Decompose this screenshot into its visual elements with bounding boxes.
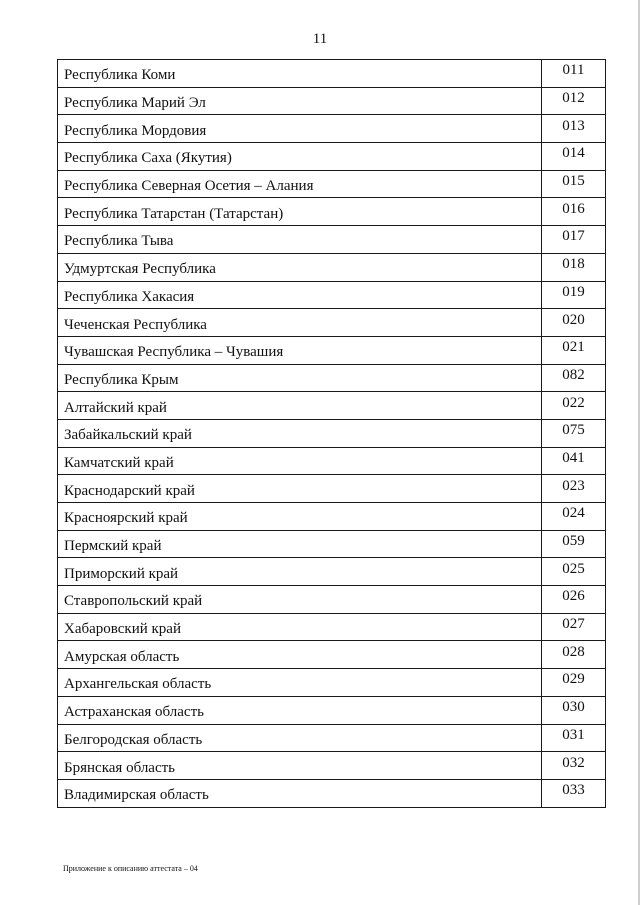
table-row	[58, 475, 606, 503]
region-name-cell: Астраханская область	[58, 696, 542, 724]
region-name-cell: Забайкальский край	[58, 419, 542, 447]
table-row	[58, 558, 606, 586]
table-row	[58, 419, 606, 447]
table-row	[58, 364, 606, 392]
table-row	[58, 309, 606, 337]
region-code-cell: 031	[542, 724, 606, 752]
region-name-cell: Хабаровский край	[58, 613, 542, 641]
region-name-cell: Республика Татарстан (Татарстан)	[58, 198, 542, 226]
region-name-cell: Брянская область	[58, 752, 542, 780]
region-code-cell: 023	[542, 475, 606, 503]
table-row	[58, 696, 606, 724]
region-name-cell: Республика Тыва	[58, 226, 542, 254]
region-name-cell: Республика Марий Эл	[58, 87, 542, 115]
table-row	[58, 336, 606, 364]
region-code-cell: 015	[542, 170, 606, 198]
region-code-cell: 012	[542, 87, 606, 115]
region-name-cell: Архангельская область	[58, 669, 542, 697]
region-code-cell: 027	[542, 613, 606, 641]
region-code-cell: 020	[542, 309, 606, 337]
region-name-cell: Краснодарский край	[58, 475, 542, 503]
table-row	[58, 281, 606, 309]
table-row	[58, 253, 606, 281]
table-row	[58, 752, 606, 780]
region-name-cell: Красноярский край	[58, 503, 542, 531]
region-code-cell: 013	[542, 115, 606, 143]
table-row	[58, 641, 606, 669]
page-number: 11	[312, 31, 328, 47]
region-name-cell: Республика Крым	[58, 364, 542, 392]
table-body	[58, 60, 606, 808]
region-name-cell: Республика Коми	[58, 60, 542, 88]
region-code-cell: 033	[542, 779, 606, 807]
region-code-cell: 030	[542, 696, 606, 724]
region-code-table	[57, 59, 606, 808]
table-row	[58, 115, 606, 143]
region-name-cell: Пермский край	[58, 530, 542, 558]
region-name-cell: Приморский край	[58, 558, 542, 586]
table-row	[58, 198, 606, 226]
table-row	[58, 503, 606, 531]
region-name-cell: Чеченская Республика	[58, 309, 542, 337]
region-code-cell: 017	[542, 226, 606, 254]
table-row	[58, 226, 606, 254]
table-row	[58, 724, 606, 752]
region-code-cell: 059	[542, 530, 606, 558]
region-code-cell: 028	[542, 641, 606, 669]
region-code-cell: 041	[542, 447, 606, 475]
table-row	[58, 669, 606, 697]
region-name-cell: Республика Хакасия	[58, 281, 542, 309]
region-name-cell: Чувашская Республика – Чувашия	[58, 336, 542, 364]
table-row	[58, 392, 606, 420]
region-code-cell: 025	[542, 558, 606, 586]
region-name-cell: Владимирская область	[58, 779, 542, 807]
region-name-cell: Республика Северная Осетия – Алания	[58, 170, 542, 198]
table-row	[58, 586, 606, 614]
region-name-cell: Республика Мордовия	[58, 115, 542, 143]
region-name-cell: Республика Саха (Якутия)	[58, 143, 542, 171]
footer-note: Приложение к описанию аттестата – 04	[63, 864, 198, 873]
region-code-cell: 014	[542, 143, 606, 171]
region-code-cell: 032	[542, 752, 606, 780]
region-name-cell: Амурская область	[58, 641, 542, 669]
region-code-cell: 024	[542, 503, 606, 531]
table-row	[58, 530, 606, 558]
table-row	[58, 143, 606, 171]
table-row	[58, 613, 606, 641]
region-code-cell: 022	[542, 392, 606, 420]
region-name-cell: Ставропольский край	[58, 586, 542, 614]
table-row	[58, 60, 606, 88]
region-code-cell: 016	[542, 198, 606, 226]
region-code-cell: 011	[542, 60, 606, 88]
region-code-cell: 026	[542, 586, 606, 614]
region-name-cell: Удмуртская Республика	[58, 253, 542, 281]
region-code-cell: 021	[542, 336, 606, 364]
region-code-cell: 082	[542, 364, 606, 392]
table-row	[58, 779, 606, 807]
region-code-cell: 019	[542, 281, 606, 309]
table-row	[58, 87, 606, 115]
table-row	[58, 447, 606, 475]
region-name-cell: Камчатский край	[58, 447, 542, 475]
region-name-cell: Алтайский край	[58, 392, 542, 420]
region-code-cell: 018	[542, 253, 606, 281]
region-code-cell: 075	[542, 419, 606, 447]
region-code-cell: 029	[542, 669, 606, 697]
table-row	[58, 170, 606, 198]
region-name-cell: Белгородская область	[58, 724, 542, 752]
